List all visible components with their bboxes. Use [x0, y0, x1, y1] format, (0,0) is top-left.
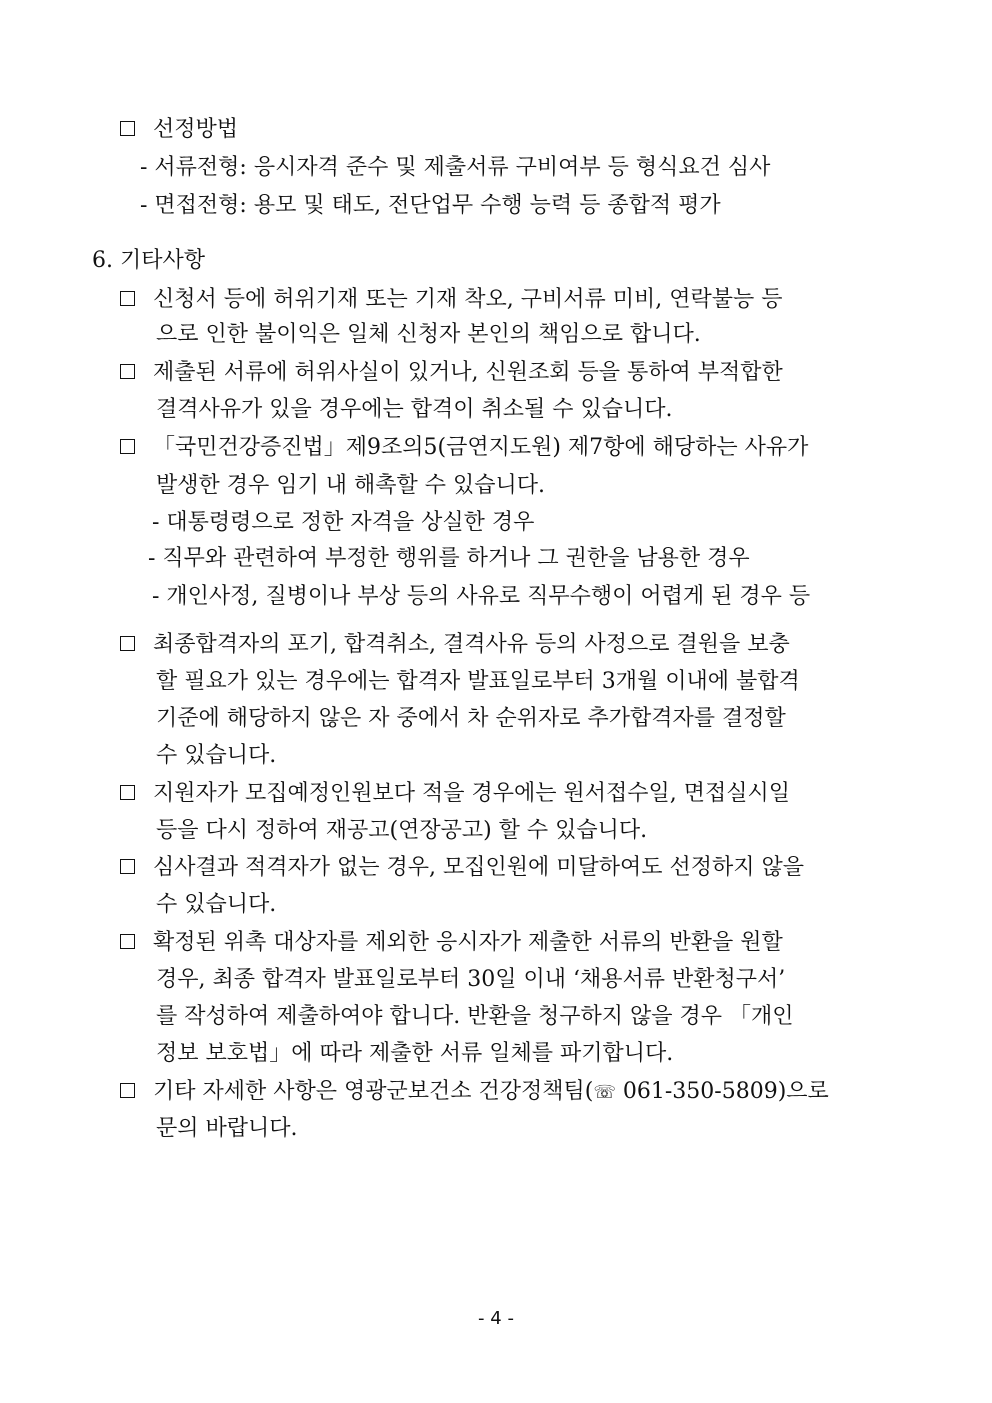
notice-item-4-cont-1: 할 필요가 있는 경우에는 합격자 발표일로부터 3개월 이내에 불합격 — [156, 669, 800, 694]
notice-item-8-cont: 문의 바랍니다. — [156, 1116, 298, 1141]
selection-item-document: - 서류전형: 응시자격 준수 및 제출서류 구비여부 등 형식요건 심사 — [140, 155, 771, 180]
checkbox-bullet-icon — [120, 364, 135, 379]
notice-item-1: 신청서 등에 허위기재 또는 기재 착오, 구비서류 미비, 연락불능 등 — [120, 281, 900, 319]
telephone-icon: ☏ — [593, 1082, 616, 1103]
notice-item-2-cont: 결격사유가 있을 경우에는 합격이 취소될 수 있습니다. — [156, 397, 673, 422]
notice-item-6: 심사결과 적격자가 없는 경우, 모집인원에 미달하여도 선정하지 않을 — [120, 849, 900, 887]
notice-item-3: 「국민건강증진법」제9조의5(금연지도원) 제7항에 해당하는 사유가 — [120, 429, 900, 467]
notice-item-5: 지원자가 모집예정인원보다 적을 경우에는 원서접수일, 면접실시일 — [120, 775, 900, 813]
notice-item-7-cont-1: 경우, 최종 합격자 발표일로부터 30일 이내 ‘채용서류 반환청구서’ — [156, 967, 786, 992]
notice-item-1-cont: 으로 인한 불이익은 일체 신청자 본인의 책임으로 합니다. — [156, 322, 701, 347]
checkbox-bullet-icon — [120, 1083, 135, 1098]
selection-item-interview: - 면접전형: 용모 및 태도, 전단업무 수행 능력 등 종합적 평가 — [140, 193, 721, 218]
notice-item-4-cont-3: 수 있습니다. — [156, 743, 277, 768]
notice-item-7-cont-3: 정보 보호법」에 따라 제출한 서류 일체를 파기합니다. — [156, 1041, 674, 1066]
notice-item-7-cont-2: 를 작성하여 제출하여야 합니다. 반환을 청구하지 않을 경우 「개인 — [156, 1004, 794, 1029]
notice-item-8: 기타 자세한 사항은 영광군보건소 건강정책팀(☏ 061-350-5809)으로 — [120, 1073, 900, 1111]
checkbox-bullet-icon — [120, 785, 135, 800]
section-title: 6. 기타사항 — [92, 248, 205, 273]
notice-item-4: 최종합격자의 포기, 합격취소, 결격사유 등의 사정으로 결원을 보충 — [120, 626, 900, 664]
notice-item-4-cont-2: 기준에 해당하지 않은 자 중에서 차 순위자로 추가합격자를 결정할 — [156, 706, 786, 731]
notice-item-6-cont: 수 있습니다. — [156, 892, 277, 917]
checkbox-bullet-icon — [120, 859, 135, 874]
notice-item-5-cont: 등을 다시 정하여 재공고(연장공고) 할 수 있습니다. — [156, 818, 648, 843]
checkbox-bullet-icon — [120, 934, 135, 949]
notice-item-3-cont: 발생한 경우 임기 내 해촉할 수 있습니다. — [156, 473, 545, 498]
notice-item-3-sub-3: - 개인사정, 질병이나 부상 등의 사유로 직무수행이 어렵게 된 경우 등 — [152, 584, 811, 609]
notice-item-3-sub-1: - 대통령령으로 정한 자격을 상실한 경우 — [152, 510, 535, 535]
page-number: - 4 - — [478, 1308, 514, 1329]
notice-item-7: 확정된 위촉 대상자를 제외한 응시자가 제출한 서류의 반환을 원할 — [120, 924, 900, 962]
notice-item-2: 제출된 서류에 허위사실이 있거나, 신원조회 등을 통하여 부적합한 — [120, 354, 900, 392]
selection-heading: 선정방법 — [120, 111, 900, 149]
checkbox-bullet-icon — [120, 291, 135, 306]
notice-item-3-sub-2: - 직무와 관련하여 부정한 행위를 하거나 그 권한을 남용한 경우 — [148, 546, 750, 571]
checkbox-bullet-icon — [120, 636, 135, 651]
checkbox-bullet-icon — [120, 121, 135, 136]
checkbox-bullet-icon — [120, 439, 135, 454]
